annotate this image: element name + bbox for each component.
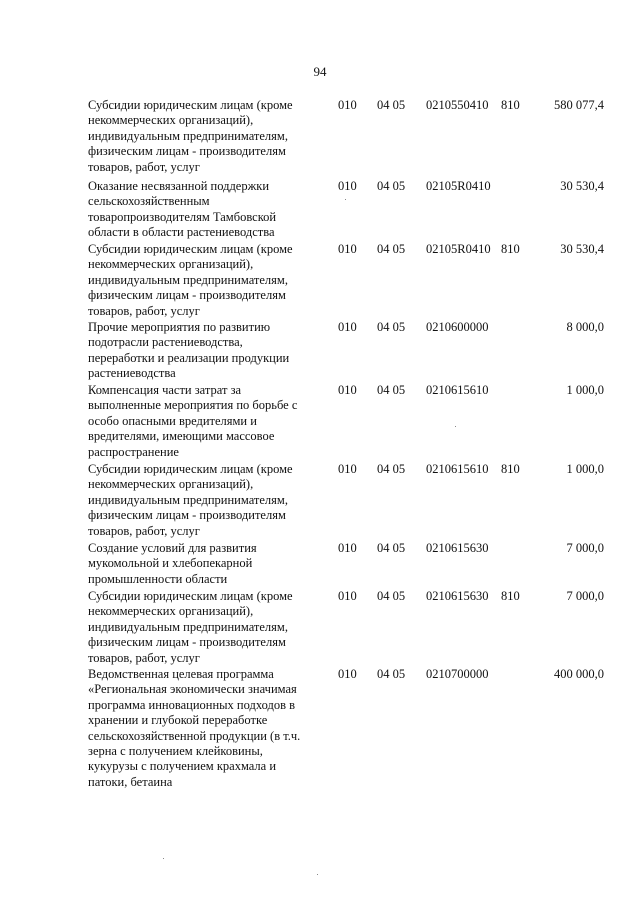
row-name: Прочие мероприятия по развитию подотрасли растениеводства, переработки и реализации продукции растениеводства bbox=[88, 320, 290, 381]
row-target-code: 0210615610 bbox=[426, 462, 489, 476]
row-amount: 30 530,4 bbox=[560, 179, 604, 193]
row-ved-code: 010 bbox=[338, 383, 357, 397]
row-target-code: 0210550410 bbox=[426, 98, 489, 112]
row-section-code: 04 05 bbox=[377, 667, 406, 681]
row-name: Оказание несвязанной поддержки сельскохозяйственным товаропроизводителям Тамбовской области в области растениеводства bbox=[88, 179, 277, 240]
row-expense-type: 810 bbox=[501, 589, 520, 603]
scan-speck bbox=[345, 199, 346, 200]
row-target-code: 02105R0410 bbox=[426, 242, 491, 256]
row-name: Ведомственная целевая программа «Региональная экономически значимая программа инновационных подходов в хранении и глубокой переработке сельскохозяйственной продукции (в т.ч. зерна с получением клейковины, кукурузы с получением крахмала и патоки, бетаина bbox=[88, 667, 301, 789]
row-amount: 400 000,0 bbox=[554, 667, 604, 681]
row-amount: 1 000,0 bbox=[566, 383, 604, 397]
row-target-code: 02105R0410 bbox=[426, 179, 491, 193]
row-ved-code: 010 bbox=[338, 179, 357, 193]
row-expense-type: 810 bbox=[501, 98, 520, 112]
row-ved-code: 010 bbox=[338, 242, 357, 256]
row-section-code: 04 05 bbox=[377, 383, 406, 397]
row-ved-code: 010 bbox=[338, 462, 357, 476]
row-ved-code: 010 bbox=[338, 98, 357, 112]
row-target-code: 0210600000 bbox=[426, 320, 489, 334]
row-name: Субсидии юридическим лицам (кроме некоммерческих организаций), индивидуальным предпринимателям, физическим лицам - производителям товаров, работ, услуг bbox=[88, 462, 293, 538]
row-section-code: 04 05 bbox=[377, 462, 406, 476]
row-section-code: 04 05 bbox=[377, 179, 406, 193]
row-amount: 7 000,0 bbox=[566, 541, 604, 555]
row-ved-code: 010 bbox=[338, 541, 357, 555]
row-name: Субсидии юридическим лицам (кроме некоммерческих организаций), индивидуальным предпринимателям, физическим лицам - производителям товаров, работ, услуг bbox=[88, 242, 293, 318]
row-name: Субсидии юридическим лицам (кроме некоммерческих организаций), индивидуальным предпринимателям, физическим лицам - производителям товаров, работ, услуг bbox=[88, 589, 293, 665]
row-target-code: 0210615610 bbox=[426, 383, 489, 397]
row-amount: 1 000,0 bbox=[566, 462, 604, 476]
row-section-code: 04 05 bbox=[377, 541, 406, 555]
row-section-code: 04 05 bbox=[377, 589, 406, 603]
scan-speck bbox=[317, 874, 318, 875]
scan-speck bbox=[163, 858, 164, 859]
row-amount: 7 000,0 bbox=[566, 589, 604, 603]
row-target-code: 0210615630 bbox=[426, 541, 489, 555]
row-section-code: 04 05 bbox=[377, 242, 406, 256]
row-target-code: 0210700000 bbox=[426, 667, 489, 681]
row-ved-code: 010 bbox=[338, 320, 357, 334]
row-name: Компенсация части затрат за выполненные мероприятия по борьбе с особо опасными вредителями и вредителями, имеющими массовое распространение bbox=[88, 383, 298, 459]
page-number: 94 bbox=[313, 64, 327, 79]
scan-speck bbox=[455, 426, 456, 427]
row-ved-code: 010 bbox=[338, 667, 357, 681]
row-ved-code: 010 bbox=[338, 589, 357, 603]
row-amount: 30 530,4 bbox=[560, 242, 604, 256]
row-target-code: 0210615630 bbox=[426, 589, 489, 603]
row-amount: 8 000,0 bbox=[566, 320, 604, 334]
row-amount: 580 077,4 bbox=[554, 98, 604, 112]
row-section-code: 04 05 bbox=[377, 320, 406, 334]
row-name: Субсидии юридическим лицам (кроме некоммерческих организаций), индивидуальным предпринимателям, физическим лицам - производителям товаров, работ, услуг bbox=[88, 98, 293, 174]
row-expense-type: 810 bbox=[501, 462, 520, 476]
row-section-code: 04 05 bbox=[377, 98, 406, 112]
row-expense-type: 810 bbox=[501, 242, 520, 256]
row-name: Создание условий для развития мукомольной и хлебопекарной промышленности области bbox=[88, 541, 257, 586]
